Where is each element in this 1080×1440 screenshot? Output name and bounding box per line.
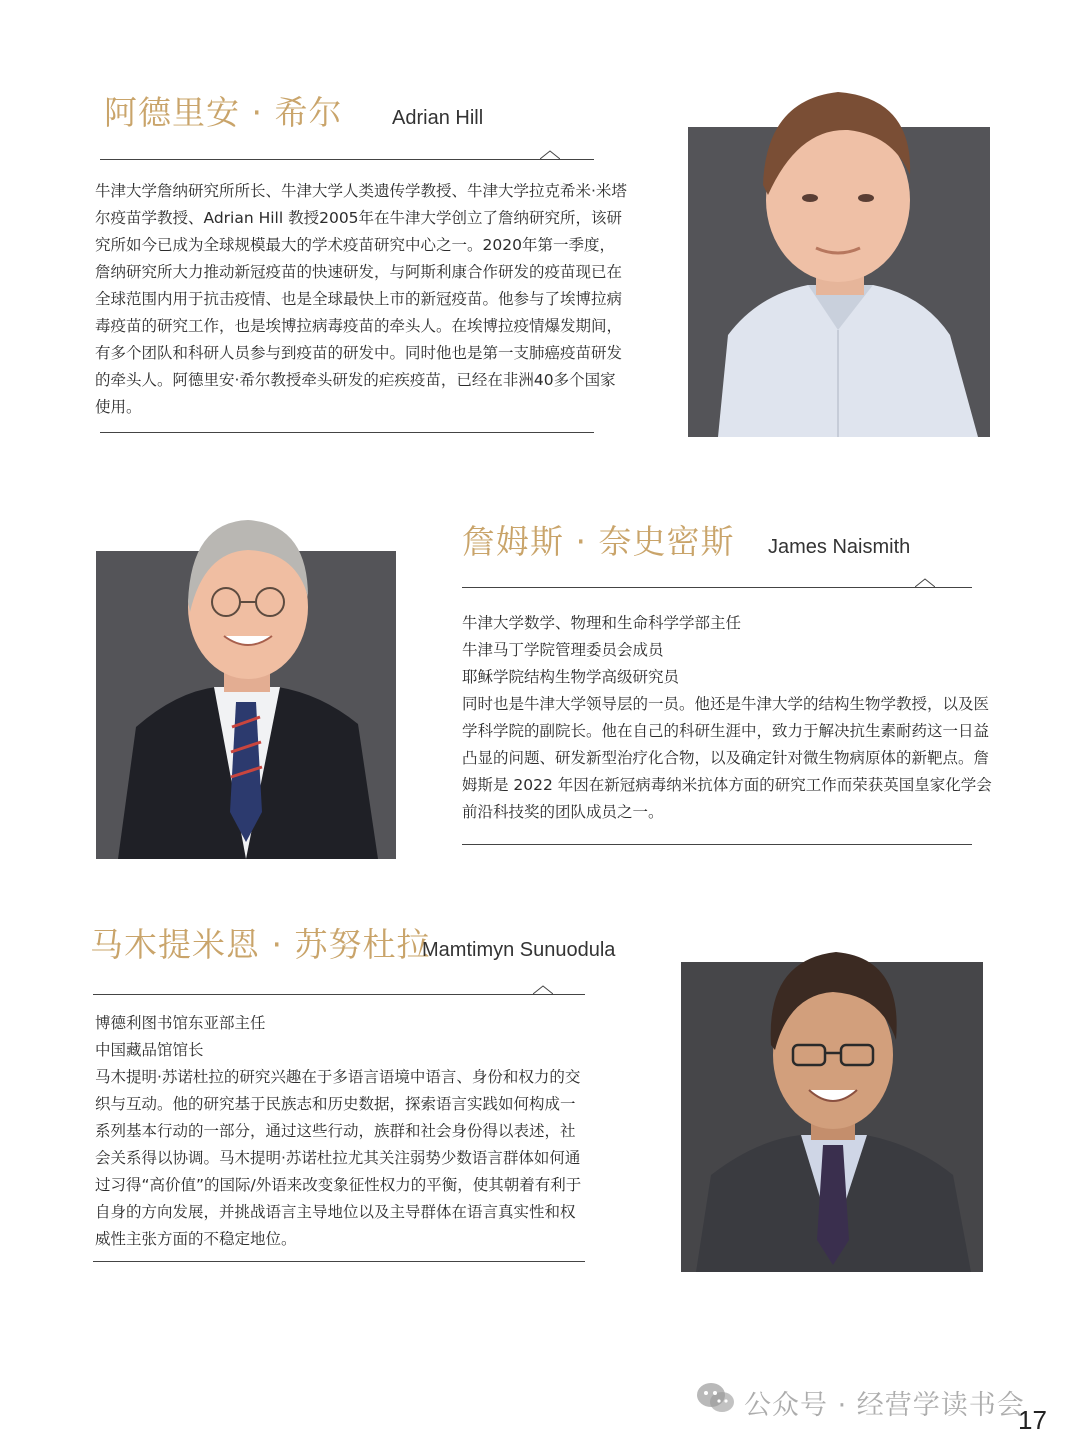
biography (95, 178, 630, 421)
role-line: 耶稣学院结构生物学高级研究员 (462, 668, 680, 686)
divider-top (462, 587, 972, 588)
name-english: James Naismith (768, 536, 911, 558)
role-line: 牛津马丁学院管理委员会成员 (462, 641, 664, 659)
biography (95, 1010, 585, 1253)
wechat-icon (696, 1381, 736, 1415)
name-chinese: 马木提米恩 · 苏努杜拉 (90, 925, 431, 964)
bio-text: 马木提明·苏诺杜拉的研究兴趣在于多语言语境中语言、身份和权力的交织与互动。他的研究基于民族志和历史数据，探索语言实践如何构成一系列基本行动的一部分，通过这些行动，族群和社会身份得以表述，社会关系得以协调。马木提明·苏诺杜拉尤其关注弱势少数语言群体如何通过习得“高价值”的国际/外语来改变象征性权力的平衡，使其朝着有利于自身的方向发展，并挑战语言主导地位以及主导群体在语言真实性和权威性主张方面的不稳定地位。 (95, 1068, 582, 1248)
role-line: 牛津大学数学、物理和生命科学学部主任 (462, 614, 742, 632)
role-line: 中国藏品馆馆长 (95, 1041, 204, 1059)
portrait-photo (96, 512, 396, 859)
divider-bottom (100, 432, 594, 433)
portrait-photo (681, 940, 983, 1272)
name-english: Mamtimyn Sunuodula (422, 939, 616, 961)
watermark-text: 公众号 · 经营学读书会 (744, 1390, 1025, 1421)
name-chinese: 阿德里安 · 希尔 (104, 93, 343, 132)
notch-mark (540, 150, 560, 160)
divider-bottom (93, 1261, 585, 1262)
role-line: 博德利图书馆东亚部主任 (95, 1014, 266, 1032)
bio-text: 同时也是牛津大学领导层的一员。他还是牛津大学的结构生物学教授，以及医学科学院的副院长。他在自己的科研生涯中，致力于解决抗生素耐药这一日益凸显的问题、研发新型治疗化合物，以及确定针对微生物病原体的新靶点。詹姆斯是 2022 年因在新冠病毒纳米抗体方面的研究工作而荣获英国皇家化学会前沿科技奖的团队成员之一。 (462, 695, 992, 821)
notch-mark (915, 578, 935, 588)
name-english: Adrian Hill (392, 107, 484, 129)
divider-top (100, 159, 594, 160)
notch-mark (533, 985, 553, 995)
biography (462, 610, 994, 826)
divider-top (93, 994, 585, 995)
portrait-photo (688, 80, 990, 437)
name-chinese: 詹姆斯 · 奈史密斯 (462, 522, 735, 561)
page-number: 17 (1018, 1405, 1047, 1435)
bio-text: 牛津大学詹纳研究所所长、牛津大学人类遗传学教授、牛津大学拉克希米·米塔尔疫苗学教授、Adrian Hill 教授2005年在牛津大学创立了詹纳研究所，该研究所如今已成为全球规模最大的学术疫苗研究中心之一。2020年第一季度，詹纳研究所大力推动新冠疫苗的快速研发，与阿斯利康合作研发的疫苗现已在全球范围内用于抗击疫情、也是全球最快上市的新冠疫苗。他参与了埃博拉病毒疫苗的研究工作，也是埃博拉病毒疫苗的牵头人。在埃博拉疫情爆发期间，有多个团队和科研人员参与到疫苗的研发中。同时他也是第一支肺癌疫苗研发的牵头人。阿德里安·希尔教授牵头研发的疟疾疫苗，已经在非洲40多个国家使用。 (95, 182, 627, 416)
divider-bottom (462, 844, 972, 845)
